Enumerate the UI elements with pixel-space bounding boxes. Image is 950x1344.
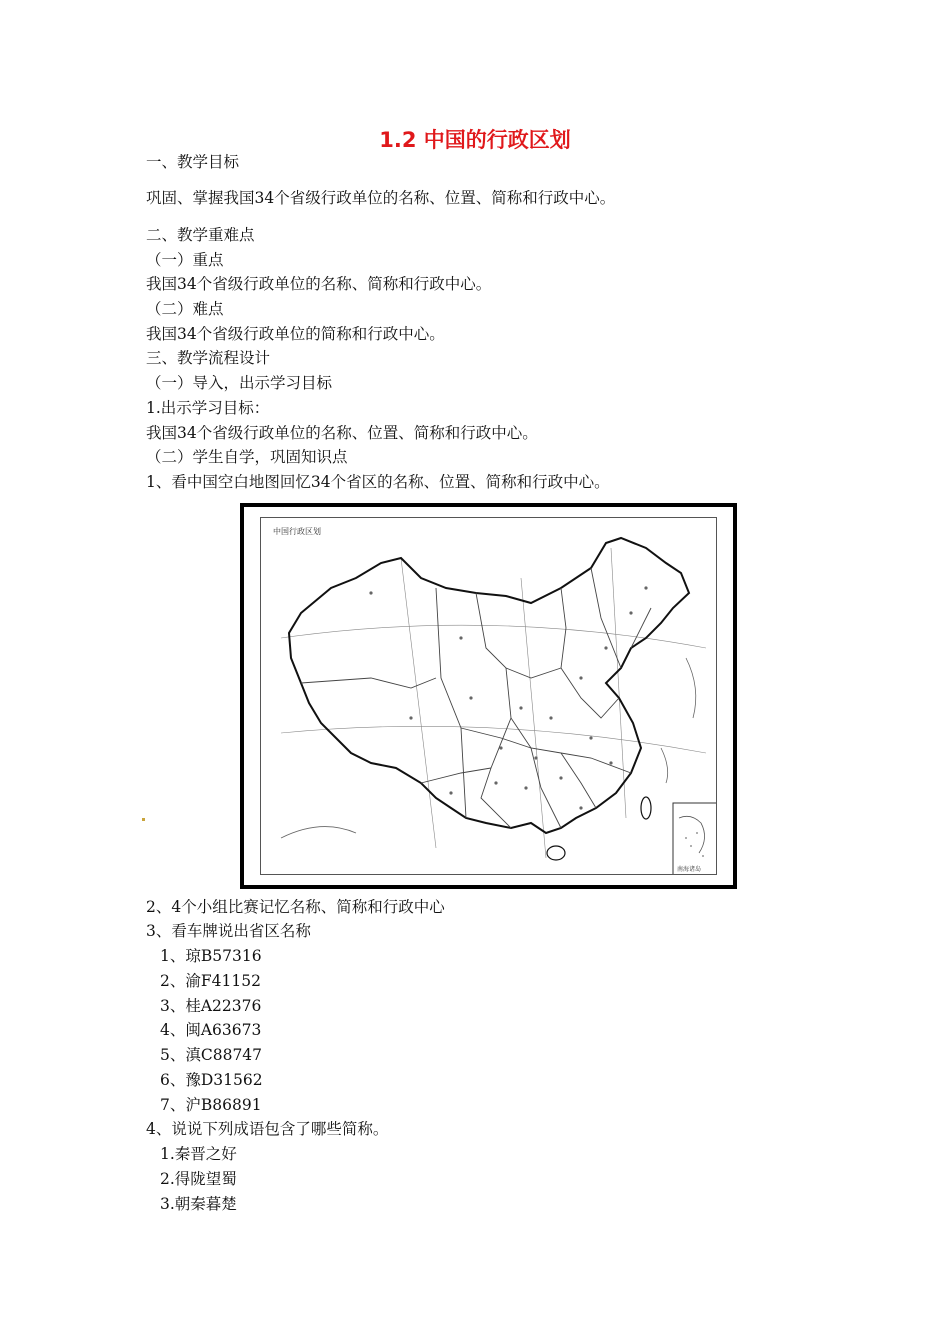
- plate-item: 3、桂A22376: [160, 997, 262, 1015]
- plate-item: 1、琼B57316: [160, 947, 262, 965]
- plate-item: 5、滇C88747: [160, 1046, 263, 1064]
- plate-item: 7、沪B86891: [160, 1096, 262, 1114]
- selfstudy-item-1: 1、看中国空白地图回忆34个省区的名称、位置、简称和行政中心。: [146, 473, 610, 491]
- inset-label: 南海诸岛: [677, 866, 702, 873]
- idiom-item: 3.朝秦暮楚: [160, 1195, 237, 1213]
- page-title: 1.2 中国的行政区划: [379, 128, 571, 152]
- plate-item: 6、豫D31562: [160, 1071, 263, 1089]
- map-area: [260, 517, 717, 875]
- selfstudy-item-2: 2、4个小组比赛记忆名称、简称和行政中心: [146, 898, 445, 916]
- idiom-item: 2.得陇望蜀: [160, 1170, 237, 1188]
- difficulty-text: 我国34个省级行政单位的简称和行政中心。: [146, 325, 445, 343]
- plate-item: 4、闽A63673: [160, 1021, 262, 1039]
- selfstudy-item-3: 3、看车牌说出省区名称: [146, 922, 311, 940]
- intro-item-1: 1.出示学习目标：: [146, 399, 270, 417]
- intro-text: 我国34个省级行政单位的名称、位置、简称和行政中心。: [146, 424, 538, 442]
- section-heading-process: 三、教学流程设计: [146, 349, 271, 367]
- objectives-text: 巩固、掌握我国34个省级行政单位的名称、位置、简称和行政中心。: [146, 189, 616, 207]
- selfstudy-item-4: 4、说说下列成语包含了哪些简称。: [146, 1120, 389, 1138]
- subheading-focus: （一）重点: [146, 251, 224, 269]
- map-caption: 中国行政区划: [273, 527, 321, 536]
- map-outline-graphic: [261, 518, 717, 875]
- idiom-item: 1.秦晋之好: [160, 1145, 237, 1163]
- section-heading-objectives: 一、教学目标: [146, 153, 240, 171]
- subheading-selfstudy: （二）学生自学，巩固知识点: [146, 448, 348, 466]
- focus-text: 我国34个省级行政单位的名称、简称和行政中心。: [146, 275, 492, 293]
- scan-mark: [142, 818, 145, 821]
- subheading-intro: （一）导入，出示学习目标: [146, 374, 333, 392]
- subheading-difficulty: （二）难点: [146, 300, 224, 318]
- china-blank-map: [240, 503, 737, 889]
- plate-item: 2、渝F41152: [160, 972, 261, 990]
- section-heading-keypoints: 二、教学重难点: [146, 226, 255, 244]
